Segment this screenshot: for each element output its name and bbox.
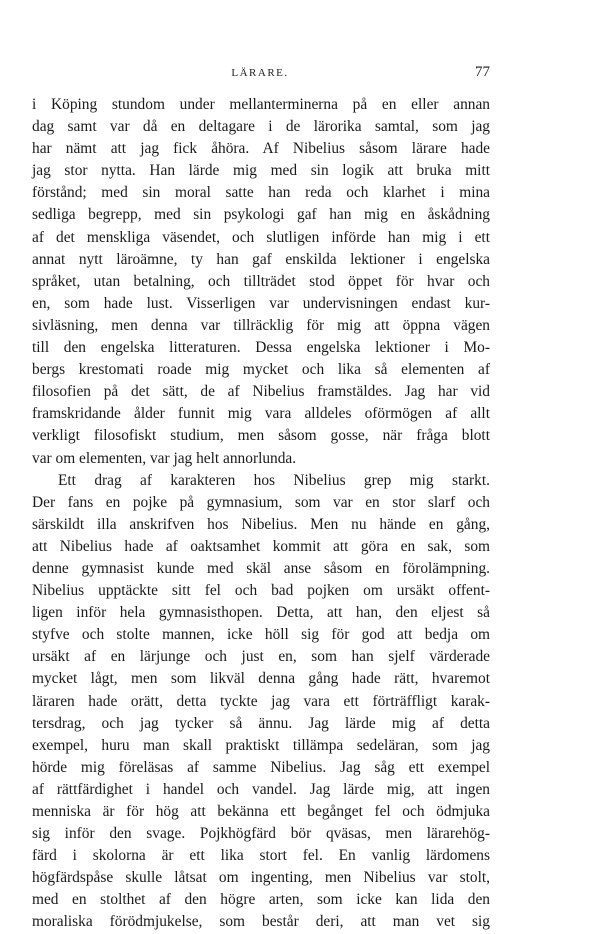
text-line: moraliska förödmjukelse, som består deri, att man vet sig <box>32 913 490 931</box>
text-line: exempel, huru man skall praktiskt tillämpa sedeläran, som jag <box>32 736 490 754</box>
running-title: LÄRARE. <box>231 67 289 79</box>
text-line: förstånd; med sin moral satte han reda och klarhet i mina <box>32 184 490 202</box>
text-line: Der fans en pojke på gymnasium, som var en stor slarf och <box>32 493 490 511</box>
text-line: ursäkt af en lärjunge och just en, som han sjelf värderade <box>32 648 490 666</box>
text-line: verkligt filosofiskt studium, men såsom gosse, när fråga blott <box>32 427 490 445</box>
text-line: styfve och stolte mannen, icke höll sig för god att bedja om <box>32 626 490 644</box>
text-line: har nämt att jag fick åhöra. Af Nibelius såsom lärare hade <box>32 140 490 158</box>
page-number: 77 <box>475 64 490 80</box>
text-line: i Köping stundom under mellanterminerna på en eller annan <box>32 96 490 113</box>
text-line: annat nytt läroämne, ty han gaf enskilda lektioner i engelska <box>32 250 490 268</box>
text-line: menniska är för hög att bekänna ett begånget fel och ödmjuka <box>32 803 490 820</box>
text-line: bergs krestomati roade mig mycket och lika så elementen af <box>32 361 490 379</box>
text-line: filosofien på det sätt, de af Nibelius framstäldes. Jag har vid <box>32 383 490 401</box>
text-line: sedliga begrepp, med sin psykologi gaf han mig en åskådning <box>32 206 490 224</box>
text-line: denne gymnasist kunde med skäl anse såsom en förolämpning. <box>32 559 490 577</box>
text-line: tersdrag, och jag tycker så ännu. Jag lärde mig af detta <box>32 714 490 732</box>
text-line: ligen inför hela gymnasisthopen. Detta, att han, den eljest så <box>32 604 490 622</box>
text-line: att Nibelius hade af oaktsamhet kommit att göra en sak, som <box>32 537 490 555</box>
text-line: Nibelius upptäckte sitt fel och bad pojken om ursäkt offent- <box>32 582 490 600</box>
text-line: sig inför den svage. Pojkhögfärd bör qväsas, men lärarehög- <box>32 825 490 843</box>
text-line: särskildt illa anskrifven hos Nibelius. Men nu hände en gång, <box>32 515 490 533</box>
text-line: till den engelska litteraturen. Dessa engelska lektioner i Mo- <box>32 339 490 357</box>
text-line: dag samt var då en deltagare i de lärorika samtal, som jag <box>32 118 490 136</box>
text-line: färd i skolorna är ett lika stort fel. En vanlig lärdomens <box>32 847 490 865</box>
text-line: högfärdspåse skulle låtsat om ingenting, men Nibelius var stolt, <box>32 869 490 887</box>
text-line: framskridande ålder funnit mig vara alldeles oförmögen af allt <box>32 405 490 423</box>
body-text <box>32 94 490 934</box>
paragraph-start-line: Ett drag af karakteren hos Nibelius grep mig starkt. <box>58 471 490 489</box>
text-line: läraren hade orätt, detta tyckte jag vara ett förträffligt karak- <box>32 692 490 710</box>
text-line: språket, utan betalning, och tillträdet stod öppet för hvar och <box>32 272 490 290</box>
text-line: af rättfärdighet i handel och vandel. Jag lärde mig, att ingen <box>32 780 490 798</box>
running-head <box>30 64 490 84</box>
text-line: jag stor nytta. Han lärde mig med sin logik att bruka mitt <box>32 162 490 180</box>
text-line: af det menskliga väsendet, och slutligen införde han mig i ett <box>32 228 490 246</box>
text-line: med en stolthet af den högre arten, som icke kan lida den <box>32 891 490 909</box>
text-line: hörde mig föreläsas af samme Nibelius. Jag såg ett exempel <box>32 758 490 776</box>
text-line: var om elementen, var jag helt annorlunda. <box>32 449 297 467</box>
text-line: mycket lågt, men som likväl denna gång hade rätt, hvaremot <box>32 670 490 688</box>
text-line: sivläsning, men denna var tillräcklig för mig att öppna vägen <box>32 316 490 334</box>
text-line: en, som hade lust. Visserligen var undervisningen endast kur- <box>32 294 490 312</box>
